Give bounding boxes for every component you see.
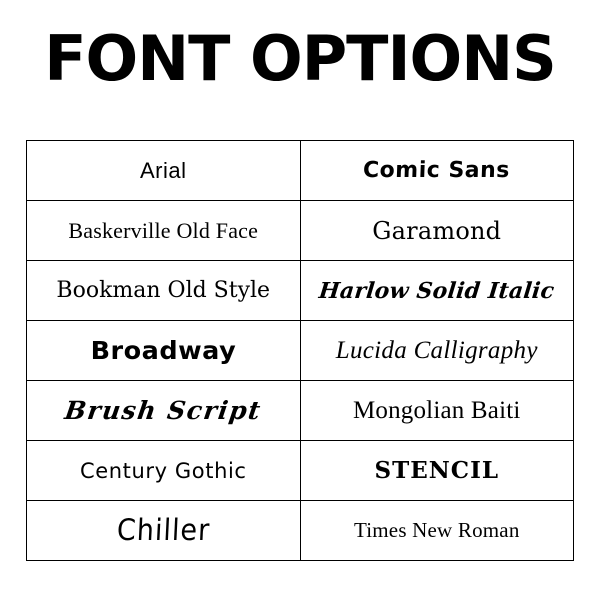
- font-sample-label: Brush Script: [63, 396, 264, 425]
- font-sample-label: Bookman Old Style: [56, 278, 271, 303]
- font-sample-label: Century Gothic: [79, 458, 247, 483]
- font-cell-broadway[interactable]: [27, 321, 301, 381]
- font-cell-harlow-solid-italic[interactable]: [300, 261, 574, 321]
- font-sample-label: Baskerville Old Face: [68, 217, 259, 243]
- font-sample-label: Broadway: [90, 336, 237, 365]
- table-row: [27, 441, 574, 501]
- font-cell-baskerville-old-face[interactable]: [27, 201, 301, 261]
- font-sample-label: Chiller: [115, 513, 211, 548]
- table-row: [27, 261, 574, 321]
- font-cell-brush-script[interactable]: [27, 381, 301, 441]
- font-cell-times-new-roman[interactable]: [300, 501, 574, 561]
- font-cell-arial[interactable]: [27, 141, 301, 201]
- font-cell-chiller[interactable]: [27, 501, 301, 561]
- font-sample-label: Garamond: [372, 216, 502, 245]
- table-row: [27, 321, 574, 381]
- font-sample-label: Harlow Solid Italic: [317, 277, 556, 304]
- font-sample-label: Times New Roman: [353, 518, 520, 542]
- font-sample-label: Lucida Calligraphy: [335, 336, 538, 364]
- table-row: [27, 381, 574, 441]
- font-cell-bookman-old-style[interactable]: [27, 261, 301, 321]
- font-cell-lucida-calligraphy[interactable]: [300, 321, 574, 381]
- table-row: [27, 501, 574, 561]
- table-row: [27, 141, 574, 201]
- font-cell-century-gothic[interactable]: [27, 441, 301, 501]
- table-body: [27, 141, 574, 561]
- font-cell-stencil[interactable]: [300, 441, 574, 501]
- font-sample-label: STENCIL: [374, 457, 499, 484]
- font-sample-label: Mongolian Baiti: [352, 396, 521, 424]
- font-options-table: [26, 140, 574, 561]
- font-sample-label: Comic Sans: [362, 158, 511, 183]
- page-title: FONT OPTIONS: [44, 22, 556, 95]
- font-cell-garamond[interactable]: [300, 201, 574, 261]
- font-cell-mongolian-baiti[interactable]: [300, 381, 574, 441]
- table-row: [27, 201, 574, 261]
- font-cell-comic-sans[interactable]: [300, 141, 574, 201]
- font-sample-label: Arial: [139, 157, 187, 183]
